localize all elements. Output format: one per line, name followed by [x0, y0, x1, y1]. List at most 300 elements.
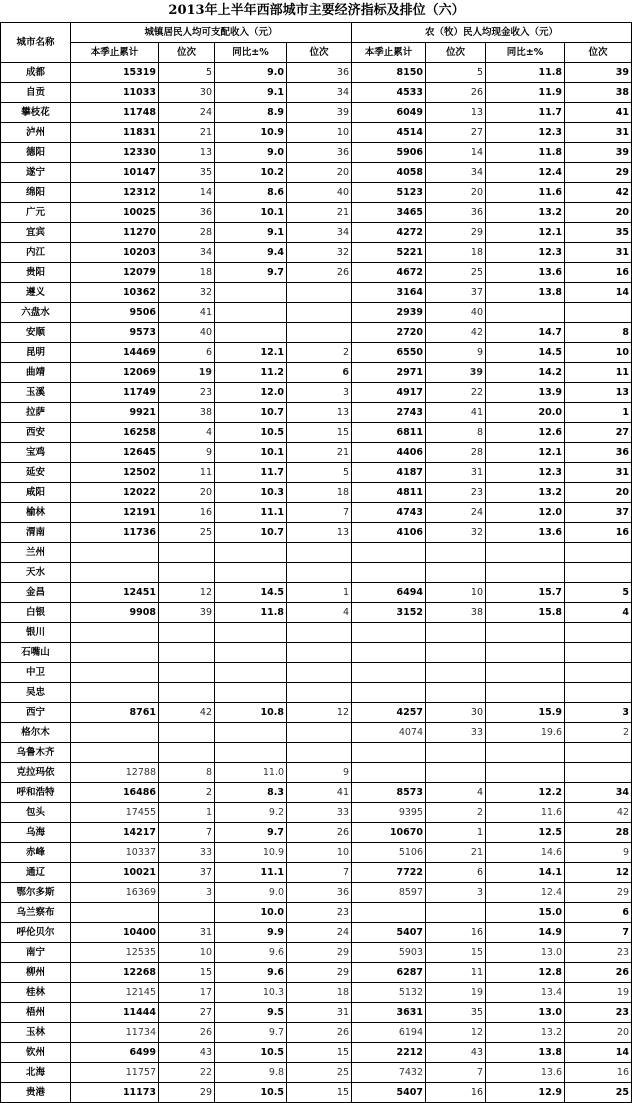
- urban-cumulative-cell: [71, 663, 159, 683]
- urban-yoy-cell: [215, 543, 287, 563]
- rural-yoy-rank-cell: 31: [565, 123, 632, 143]
- rural-rank-cell: 35: [426, 1003, 486, 1023]
- city-name-cell: 宝鸡: [1, 443, 71, 463]
- city-name-cell: 西宁: [1, 703, 71, 723]
- rural-yoy-cell: 14.6: [486, 843, 565, 863]
- rural-cumulative-cell: [352, 543, 426, 563]
- col-header-rural-yoy: 同比±%: [486, 43, 565, 63]
- table-row: [1, 483, 632, 503]
- city-name-cell: 西安: [1, 423, 71, 443]
- urban-rank-cell: 33: [159, 843, 215, 863]
- urban-rank-cell: 12: [159, 583, 215, 603]
- rural-yoy-cell: 11.8: [486, 63, 565, 83]
- rural-yoy-cell: 13.6: [486, 1063, 565, 1083]
- urban-yoy-cell: 10.5: [215, 1083, 287, 1103]
- urban-yoy-cell: [215, 743, 287, 763]
- city-name-cell: 德阳: [1, 143, 71, 163]
- city-name-cell: 石嘴山: [1, 643, 71, 663]
- rural-yoy-rank-cell: 36: [565, 443, 632, 463]
- table-row: [1, 823, 632, 843]
- city-name-cell: 宜宾: [1, 223, 71, 243]
- urban-cumulative-cell: 10362: [71, 283, 159, 303]
- rural-cumulative-cell: 6049: [352, 103, 426, 123]
- col-header-urban-rank: 位次: [159, 43, 215, 63]
- rural-yoy-rank-cell: [565, 643, 632, 663]
- urban-yoy-rank-cell: 18: [287, 483, 352, 503]
- urban-yoy-rank-cell: 29: [287, 963, 352, 983]
- urban-cumulative-cell: 11748: [71, 103, 159, 123]
- rural-cumulative-cell: 3465: [352, 203, 426, 223]
- rural-rank-cell: [426, 543, 486, 563]
- rural-yoy-rank-cell: 38: [565, 83, 632, 103]
- city-name-cell: 通辽: [1, 863, 71, 883]
- rural-yoy-cell: 13.2: [486, 1023, 565, 1043]
- urban-rank-cell: 36: [159, 203, 215, 223]
- urban-rank-cell: 10: [159, 943, 215, 963]
- urban-yoy-rank-cell: [287, 543, 352, 563]
- rural-yoy-rank-cell: 1: [565, 403, 632, 423]
- urban-cumulative-cell: [71, 563, 159, 583]
- table-row: [1, 243, 632, 263]
- rural-cumulative-cell: [352, 663, 426, 683]
- urban-yoy-cell: 9.7: [215, 823, 287, 843]
- urban-yoy-cell: [215, 283, 287, 303]
- urban-yoy-rank-cell: 26: [287, 263, 352, 283]
- rural-rank-cell: [426, 663, 486, 683]
- urban-rank-cell: 18: [159, 263, 215, 283]
- urban-yoy-rank-cell: 20: [287, 163, 352, 183]
- rural-cumulative-cell: 4187: [352, 463, 426, 483]
- city-name-cell: 贵港: [1, 1083, 71, 1103]
- urban-yoy-rank-cell: 15: [287, 1043, 352, 1063]
- urban-cumulative-cell: 10400: [71, 923, 159, 943]
- table-row: [1, 523, 632, 543]
- rural-yoy-cell: 12.4: [486, 163, 565, 183]
- urban-yoy-cell: 10.3: [215, 983, 287, 1003]
- urban-yoy-cell: 11.8: [215, 603, 287, 623]
- rural-cumulative-cell: 5221: [352, 243, 426, 263]
- col-header-rural-rank: 位次: [426, 43, 486, 63]
- urban-rank-cell: 31: [159, 923, 215, 943]
- rural-yoy-rank-cell: 42: [565, 803, 632, 823]
- urban-yoy-cell: 9.0: [215, 143, 287, 163]
- rural-yoy-cell: 12.1: [486, 443, 565, 463]
- city-name-cell: 柳州: [1, 963, 71, 983]
- urban-cumulative-cell: 10025: [71, 203, 159, 223]
- urban-rank-cell: [159, 643, 215, 663]
- rural-yoy-rank-cell: 3: [565, 703, 632, 723]
- urban-yoy-cell: [215, 623, 287, 643]
- urban-yoy-cell: [215, 663, 287, 683]
- table-row: [1, 463, 632, 483]
- rural-yoy-rank-cell: 20: [565, 1023, 632, 1043]
- urban-rank-cell: 29: [159, 1083, 215, 1103]
- urban-cumulative-cell: 12022: [71, 483, 159, 503]
- table-row: [1, 63, 632, 83]
- rural-yoy-cell: 15.7: [486, 583, 565, 603]
- rural-yoy-cell: 15.0: [486, 903, 565, 923]
- city-name-cell: 安顺: [1, 323, 71, 343]
- rural-cumulative-cell: 4074: [352, 723, 426, 743]
- urban-rank-cell: 5: [159, 63, 215, 83]
- col-header-rural-yoy-rank: 位次: [565, 43, 632, 63]
- table-row: [1, 763, 632, 783]
- urban-yoy-rank-cell: 33: [287, 803, 352, 823]
- urban-cumulative-cell: 14217: [71, 823, 159, 843]
- table-row: [1, 623, 632, 643]
- rural-yoy-cell: 12.3: [486, 123, 565, 143]
- urban-yoy-rank-cell: 15: [287, 423, 352, 443]
- city-name-cell: 格尔木: [1, 723, 71, 743]
- rural-cumulative-cell: 6811: [352, 423, 426, 443]
- rural-rank-cell: 16: [426, 1083, 486, 1103]
- table-row: [1, 1063, 632, 1083]
- urban-yoy-rank-cell: 40: [287, 183, 352, 203]
- city-name-cell: 六盘水: [1, 303, 71, 323]
- rural-rank-cell: 42: [426, 323, 486, 343]
- urban-rank-cell: 42: [159, 703, 215, 723]
- urban-cumulative-cell: 12145: [71, 983, 159, 1003]
- rural-yoy-cell: 12.4: [486, 883, 565, 903]
- urban-rank-cell: 9: [159, 443, 215, 463]
- urban-rank-cell: 7: [159, 823, 215, 843]
- table-row: [1, 923, 632, 943]
- city-name-cell: 咸阳: [1, 483, 71, 503]
- rural-yoy-rank-cell: 39: [565, 63, 632, 83]
- rural-yoy-cell: [486, 303, 565, 323]
- rural-yoy-rank-cell: 29: [565, 883, 632, 903]
- urban-yoy-cell: 10.9: [215, 123, 287, 143]
- city-name-cell: 榆林: [1, 503, 71, 523]
- rural-rank-cell: 7: [426, 1063, 486, 1083]
- rural-cumulative-cell: 3164: [352, 283, 426, 303]
- urban-yoy-cell: 10.5: [215, 1043, 287, 1063]
- rural-yoy-cell: 11.6: [486, 803, 565, 823]
- city-name-cell: 渭南: [1, 523, 71, 543]
- rural-rank-cell: 37: [426, 283, 486, 303]
- rural-yoy-rank-cell: 31: [565, 243, 632, 263]
- urban-yoy-rank-cell: 29: [287, 943, 352, 963]
- urban-rank-cell: 11: [159, 463, 215, 483]
- rural-rank-cell: 28: [426, 443, 486, 463]
- rural-cumulative-cell: 5906: [352, 143, 426, 163]
- urban-yoy-rank-cell: 39: [287, 103, 352, 123]
- rural-rank-cell: [426, 903, 486, 923]
- rural-yoy-cell: 20.0: [486, 403, 565, 423]
- rural-cumulative-cell: 5903: [352, 943, 426, 963]
- urban-yoy-cell: 12.1: [215, 343, 287, 363]
- table-row: [1, 563, 632, 583]
- urban-rank-cell: 6: [159, 343, 215, 363]
- rural-rank-cell: 6: [426, 863, 486, 883]
- table-row: [1, 963, 632, 983]
- urban-yoy-cell: 11.2: [215, 363, 287, 383]
- rural-yoy-rank-cell: 4: [565, 603, 632, 623]
- rural-cumulative-cell: 6550: [352, 343, 426, 363]
- rural-yoy-cell: 15.8: [486, 603, 565, 623]
- rural-cumulative-cell: 2720: [352, 323, 426, 343]
- urban-rank-cell: [159, 903, 215, 923]
- urban-yoy-rank-cell: 1: [287, 583, 352, 603]
- table-row: [1, 383, 632, 403]
- rural-cumulative-cell: 6287: [352, 963, 426, 983]
- city-name-cell: 乌海: [1, 823, 71, 843]
- rural-yoy-cell: 12.3: [486, 243, 565, 263]
- city-name-cell: 泸州: [1, 123, 71, 143]
- rural-yoy-rank-cell: 16: [565, 263, 632, 283]
- rural-rank-cell: 22: [426, 383, 486, 403]
- urban-cumulative-cell: 11831: [71, 123, 159, 143]
- rural-rank-cell: [426, 763, 486, 783]
- urban-rank-cell: 24: [159, 103, 215, 123]
- rural-rank-cell: 9: [426, 343, 486, 363]
- rural-yoy-cell: 12.9: [486, 1083, 565, 1103]
- table-row: [1, 363, 632, 383]
- city-name-cell: 桂林: [1, 983, 71, 1003]
- urban-yoy-rank-cell: 34: [287, 83, 352, 103]
- city-name-cell: 攀枝花: [1, 103, 71, 123]
- rural-yoy-cell: 14.1: [486, 863, 565, 883]
- city-name-cell: 兰州: [1, 543, 71, 563]
- rural-yoy-cell: 12.5: [486, 823, 565, 843]
- rural-yoy-cell: 15.9: [486, 703, 565, 723]
- urban-cumulative-cell: [71, 683, 159, 703]
- rural-yoy-rank-cell: [565, 623, 632, 643]
- urban-yoy-cell: 9.1: [215, 83, 287, 103]
- urban-yoy-rank-cell: [287, 623, 352, 643]
- rural-cumulative-cell: 8573: [352, 783, 426, 803]
- rural-rank-cell: 5: [426, 63, 486, 83]
- rural-yoy-cell: 13.9: [486, 383, 565, 403]
- urban-yoy-cell: 9.7: [215, 1023, 287, 1043]
- table-row: [1, 343, 632, 363]
- urban-cumulative-cell: 9506: [71, 303, 159, 323]
- urban-rank-cell: 43: [159, 1043, 215, 1063]
- table-row: [1, 863, 632, 883]
- rural-yoy-rank-cell: 13: [565, 383, 632, 403]
- urban-yoy-cell: 12.0: [215, 383, 287, 403]
- urban-rank-cell: 25: [159, 523, 215, 543]
- rural-rank-cell: 43: [426, 1043, 486, 1063]
- urban-rank-cell: 15: [159, 963, 215, 983]
- city-name-cell: 银川: [1, 623, 71, 643]
- urban-rank-cell: 19: [159, 363, 215, 383]
- urban-yoy-cell: 10.1: [215, 203, 287, 223]
- rural-cumulative-cell: 5407: [352, 923, 426, 943]
- urban-rank-cell: 2: [159, 783, 215, 803]
- table-row: [1, 1043, 632, 1063]
- urban-yoy-rank-cell: 5: [287, 463, 352, 483]
- urban-yoy-cell: [215, 323, 287, 343]
- rural-yoy-rank-cell: 28: [565, 823, 632, 843]
- city-name-cell: 乌鲁木齐: [1, 743, 71, 763]
- urban-rank-cell: [159, 543, 215, 563]
- urban-cumulative-cell: 9921: [71, 403, 159, 423]
- table-row: [1, 703, 632, 723]
- header-row-groups: [1, 23, 632, 43]
- urban-cumulative-cell: 11270: [71, 223, 159, 243]
- rural-rank-cell: 31: [426, 463, 486, 483]
- rural-yoy-cell: 13.2: [486, 203, 565, 223]
- city-column-header: 城市名称: [1, 23, 71, 63]
- urban-yoy-rank-cell: 6: [287, 363, 352, 383]
- rural-rank-cell: 12: [426, 1023, 486, 1043]
- city-name-cell: 呼伦贝尔: [1, 923, 71, 943]
- rural-rank-cell: 14: [426, 143, 486, 163]
- urban-cumulative-cell: 16369: [71, 883, 159, 903]
- rural-cumulative-cell: [352, 763, 426, 783]
- table-row: [1, 503, 632, 523]
- rural-cumulative-cell: 10670: [352, 823, 426, 843]
- col-header-urban-yoy-rank: 位次: [287, 43, 352, 63]
- urban-yoy-rank-cell: 3: [287, 383, 352, 403]
- city-name-cell: 成都: [1, 63, 71, 83]
- table-row: [1, 783, 632, 803]
- urban-cumulative-cell: 11736: [71, 523, 159, 543]
- rural-rank-cell: 26: [426, 83, 486, 103]
- urban-cumulative-cell: 9908: [71, 603, 159, 623]
- rural-yoy-cell: [486, 683, 565, 703]
- urban-yoy-rank-cell: 2: [287, 343, 352, 363]
- rural-cumulative-cell: 4917: [352, 383, 426, 403]
- table-row: [1, 583, 632, 603]
- urban-cumulative-cell: 12645: [71, 443, 159, 463]
- rural-yoy-rank-cell: [565, 663, 632, 683]
- table-row: [1, 123, 632, 143]
- rural-rank-cell: 25: [426, 263, 486, 283]
- rural-yoy-cell: [486, 563, 565, 583]
- rural-rank-cell: 33: [426, 723, 486, 743]
- city-name-cell: 赤峰: [1, 843, 71, 863]
- urban-yoy-cell: 10.5: [215, 423, 287, 443]
- rural-yoy-cell: 12.1: [486, 223, 565, 243]
- urban-yoy-rank-cell: 23: [287, 903, 352, 923]
- rural-rank-cell: 39: [426, 363, 486, 383]
- rural-yoy-cell: 13.6: [486, 523, 565, 543]
- table-row: [1, 163, 632, 183]
- table-row: [1, 683, 632, 703]
- rural-yoy-cell: 13.2: [486, 483, 565, 503]
- urban-cumulative-cell: 12535: [71, 943, 159, 963]
- urban-rank-cell: 35: [159, 163, 215, 183]
- city-name-cell: 金昌: [1, 583, 71, 603]
- urban-rank-cell: 28: [159, 223, 215, 243]
- rural-yoy-rank-cell: 41: [565, 103, 632, 123]
- urban-yoy-rank-cell: 32: [287, 243, 352, 263]
- rural-yoy-rank-cell: 25: [565, 1083, 632, 1103]
- urban-cumulative-cell: 15319: [71, 63, 159, 83]
- city-name-cell: 白银: [1, 603, 71, 623]
- urban-rank-cell: [159, 563, 215, 583]
- city-name-cell: 昆明: [1, 343, 71, 363]
- urban-cumulative-cell: [71, 743, 159, 763]
- rural-rank-cell: [426, 563, 486, 583]
- rural-yoy-cell: 14.9: [486, 923, 565, 943]
- rural-rank-cell: 29: [426, 223, 486, 243]
- rural-cumulative-cell: 5123: [352, 183, 426, 203]
- rural-yoy-rank-cell: [565, 303, 632, 323]
- col-header-urban-yoy: 同比±%: [215, 43, 287, 63]
- city-name-cell: 天水: [1, 563, 71, 583]
- rural-rank-cell: 1: [426, 823, 486, 843]
- table-row: [1, 283, 632, 303]
- rural-yoy-rank-cell: 20: [565, 483, 632, 503]
- urban-yoy-rank-cell: 4: [287, 603, 352, 623]
- rural-cumulative-cell: [352, 623, 426, 643]
- urban-yoy-cell: 9.4: [215, 243, 287, 263]
- rural-yoy-cell: 12.0: [486, 503, 565, 523]
- urban-rank-cell: 1: [159, 803, 215, 823]
- rural-yoy-cell: 12.6: [486, 423, 565, 443]
- city-name-cell: 绵阳: [1, 183, 71, 203]
- table-row: [1, 303, 632, 323]
- urban-cumulative-cell: 11444: [71, 1003, 159, 1023]
- rural-rank-cell: 40: [426, 303, 486, 323]
- urban-rank-cell: 4: [159, 423, 215, 443]
- urban-yoy-cell: 10.9: [215, 843, 287, 863]
- urban-cumulative-cell: 16486: [71, 783, 159, 803]
- rural-cumulative-cell: 2212: [352, 1043, 426, 1063]
- rural-yoy-cell: 11.9: [486, 83, 565, 103]
- rural-yoy-rank-cell: 29: [565, 163, 632, 183]
- rural-rank-cell: 21: [426, 843, 486, 863]
- urban-yoy-rank-cell: [287, 643, 352, 663]
- urban-rank-cell: 40: [159, 323, 215, 343]
- city-name-cell: 钦州: [1, 1043, 71, 1063]
- city-name-cell: 遂宁: [1, 163, 71, 183]
- rural-yoy-rank-cell: 19: [565, 983, 632, 1003]
- urban-yoy-cell: 10.7: [215, 523, 287, 543]
- table-row: [1, 1083, 632, 1103]
- urban-rank-cell: 17: [159, 983, 215, 1003]
- rural-yoy-rank-cell: 2: [565, 723, 632, 743]
- urban-yoy-rank-cell: 18: [287, 983, 352, 1003]
- rural-yoy-cell: 13.0: [486, 943, 565, 963]
- urban-rank-cell: 37: [159, 863, 215, 883]
- city-name-cell: 曲靖: [1, 363, 71, 383]
- urban-cumulative-cell: [71, 543, 159, 563]
- urban-cumulative-cell: 11173: [71, 1083, 159, 1103]
- data-table: [0, 22, 632, 1103]
- rural-rank-cell: 27: [426, 123, 486, 143]
- table-row: [1, 903, 632, 923]
- rural-yoy-rank-cell: [565, 683, 632, 703]
- rural-cumulative-cell: 8597: [352, 883, 426, 903]
- table-row: [1, 223, 632, 243]
- rural-cumulative-cell: 7432: [352, 1063, 426, 1083]
- city-name-cell: 鄂尔多斯: [1, 883, 71, 903]
- rural-cumulative-cell: 9395: [352, 803, 426, 823]
- table-row: [1, 803, 632, 823]
- city-name-cell: 内江: [1, 243, 71, 263]
- urban-yoy-rank-cell: 13: [287, 523, 352, 543]
- city-name-cell: 贵阳: [1, 263, 71, 283]
- urban-yoy-cell: 9.2: [215, 803, 287, 823]
- city-name-cell: 南宁: [1, 943, 71, 963]
- rural-cumulative-cell: 4058: [352, 163, 426, 183]
- urban-yoy-rank-cell: 9: [287, 763, 352, 783]
- rural-yoy-rank-cell: [565, 563, 632, 583]
- rural-yoy-cell: 11.7: [486, 103, 565, 123]
- urban-yoy-cell: [215, 563, 287, 583]
- rural-yoy-cell: [486, 663, 565, 683]
- rural-rank-cell: 13: [426, 103, 486, 123]
- city-name-cell: 遵义: [1, 283, 71, 303]
- rural-cumulative-cell: 5106: [352, 843, 426, 863]
- rural-cumulative-cell: 8150: [352, 63, 426, 83]
- rural-yoy-rank-cell: [565, 743, 632, 763]
- urban-cumulative-cell: 12191: [71, 503, 159, 523]
